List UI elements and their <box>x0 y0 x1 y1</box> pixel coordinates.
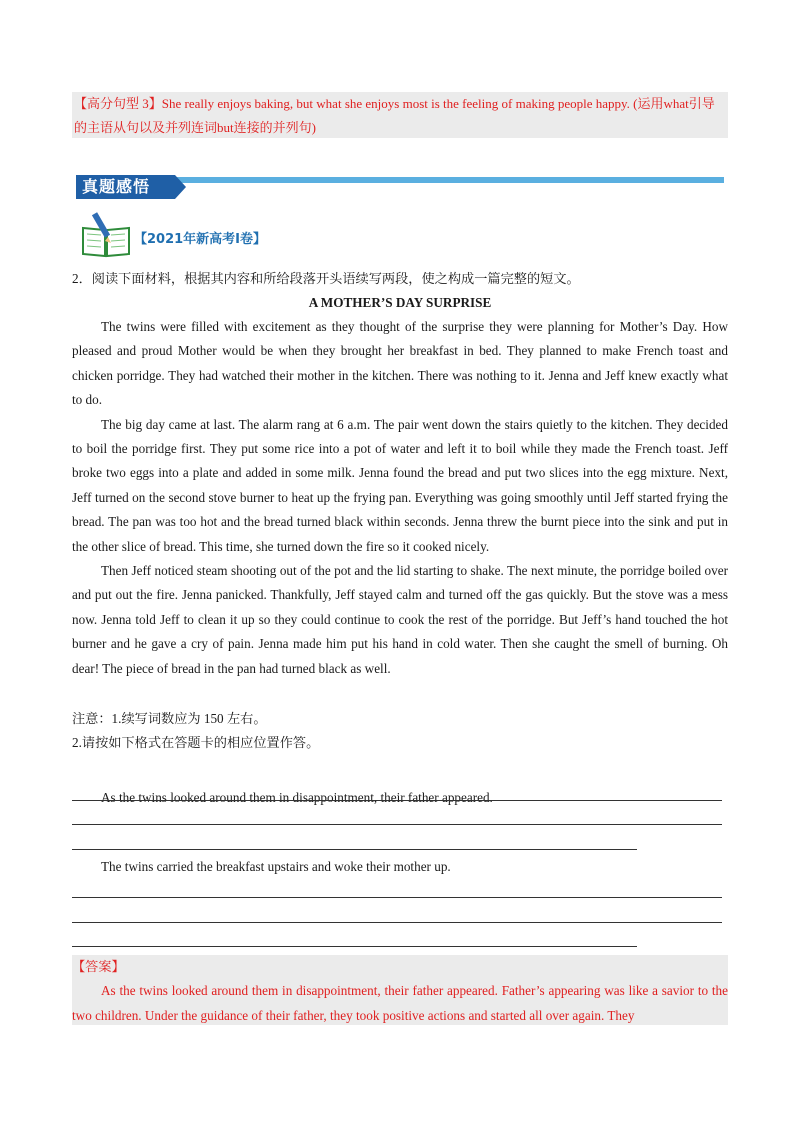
book-pencil-icon <box>80 210 132 258</box>
passage <box>72 315 728 681</box>
answer-line <box>72 849 637 850</box>
passage-paragraph: The big day came at last. The alarm rang at 6 a.m. The pair went down the stairs quietly to the kitchen. They decided to boil the porridge first. They put some rice into a pot of water and left it to boil while they made the French toast. Jeff broke two eggs into a plate and added in some milk. Jenna found the bread and put two slices into the egg mixture. Next, Jeff turned on the second stove burner to heat up the frying pan. Everything was going smoothly until Jeff started frying the bread. The pan was too hot and the bread turned black within seconds. Jenna threw the burnt piece into the sink and put in the other slice of bread. This time, she turned down the fire so it cooked nicely. <box>72 416 728 554</box>
answer-line <box>72 946 637 947</box>
passage-paragraph: The twins were filled with excitement as they thought of the surprise they were planning for Mother’s Day. How pleased and proud Mother would be when they brought her breakfast in bed. They planned to make French toast and chicken porridge. They had watched their mother in the kitchen. There was nothing to it. Jenna and Jeff knew exactly what to do. <box>72 319 728 408</box>
note-word-count: 注意：1.续写词数应为 150 左右。 <box>72 711 267 726</box>
answer-label: 【答案】 <box>72 959 125 974</box>
answer-line <box>72 824 722 825</box>
passage-title: A MOTHER’S DAY SURPRISE <box>308 295 492 310</box>
tip-tag: 【高分句型 3】 <box>74 96 162 111</box>
answer-line <box>72 800 722 801</box>
question-instruction: 2．阅读下面材料，根据其内容和所给段落开头语续写两段，使之构成一篇完整的短文。 <box>72 271 580 286</box>
note-format: 2.请按如下格式在答题卡的相应位置作答。 <box>72 735 320 751</box>
notes <box>72 707 728 756</box>
answer-line <box>72 922 722 923</box>
section-banner <box>76 175 724 199</box>
answer-text: As the twins looked around them in disappointment, their father appeared. Father’s appearing was like a savior to the two children. Under the guidance of their father, they took positive actions and started all over again. They <box>72 983 728 1023</box>
answer-box <box>72 955 728 1025</box>
paragraph-prompt-2: The twins carried the breakfast upstairs and woke their mother up. <box>101 859 451 874</box>
tip-note: (运用what引导的主语从句以及并列连词but连接的并列句) <box>74 96 715 135</box>
passage-paragraph: Then Jeff noticed steam shooting out of the pot and the lid starting to shake. The next minute, the porridge boiled over and put out the fire. Jenna panicked. Thankfully, Jeff stayed calm and turned off the gas quickly. But the stove was a mess now. Jenna told Jeff to clean it up so they could continue to cook the rest of the porridge. But Jeff’s hand touched the hot burner and he gave a cry of pain. Jenna made him put his hand in cold water. Then she caught the smell of burning. Oh dear! The piece of bread in the pan had turned black as well. <box>72 563 728 676</box>
paragraph-prompt-1: As the twins looked around them in disappointment, their father appeared. <box>101 790 493 805</box>
section-title: 真题感悟 <box>82 177 151 196</box>
answer-line <box>72 897 722 898</box>
banner-line <box>176 177 724 183</box>
high-score-sentence-box <box>72 92 728 138</box>
exam-source-tag: 【2021年新高考I卷】 <box>134 232 267 247</box>
tip-sentence: She really enjoys baking, but what she enjoys most is the feeling of making people happy. <box>161 96 630 111</box>
